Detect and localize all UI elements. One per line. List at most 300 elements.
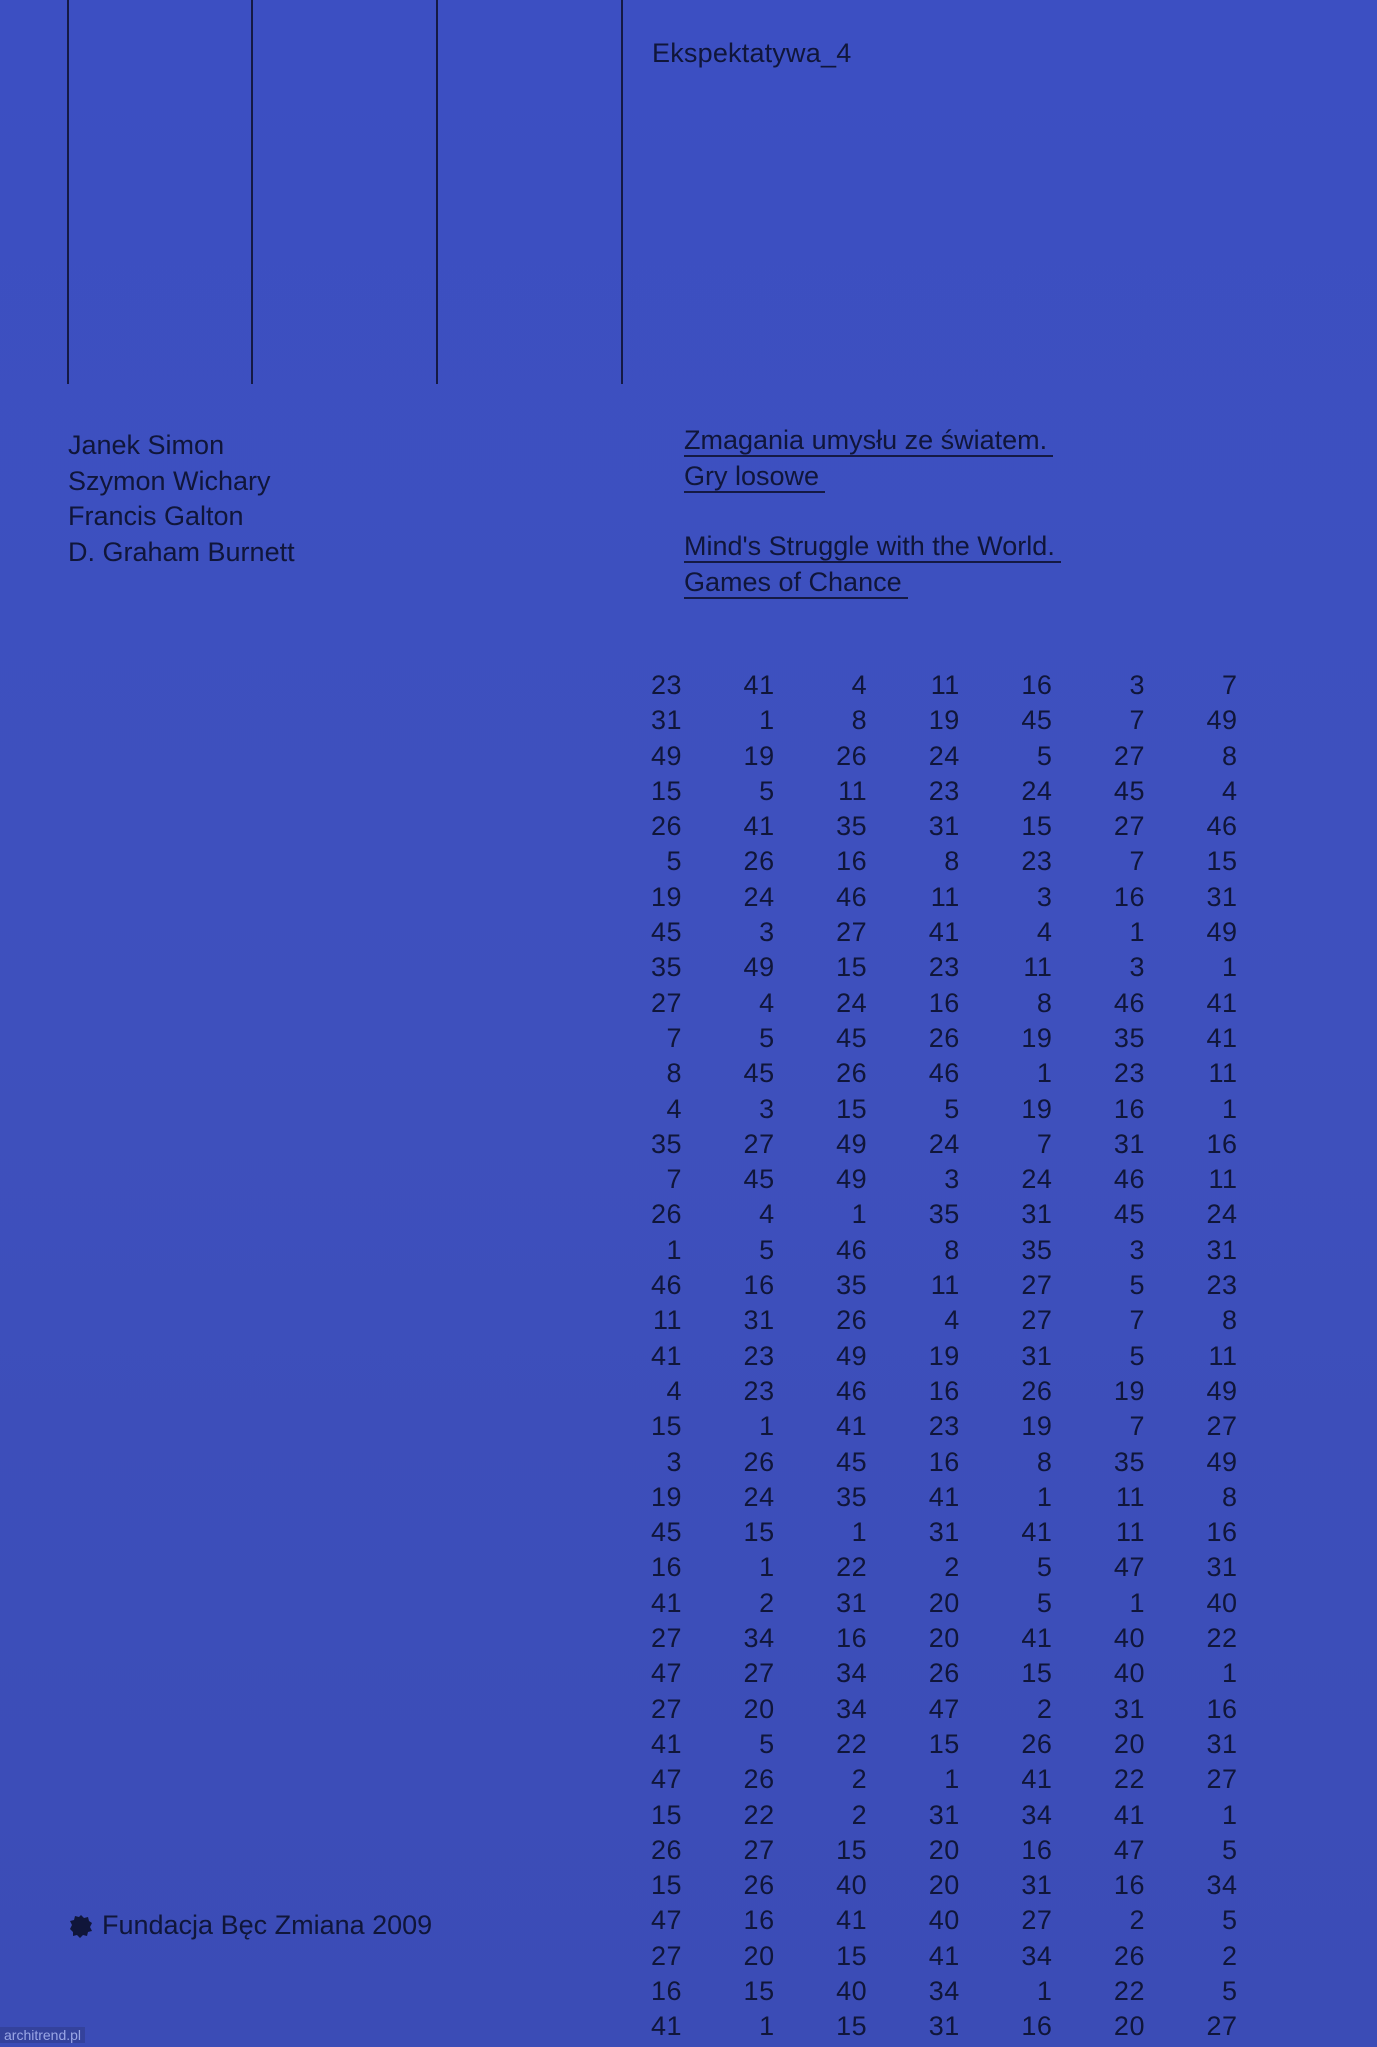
number-cell: 31: [1113, 1128, 1145, 1159]
number-cell: 24: [928, 1128, 960, 1159]
number-cell: 26: [836, 1058, 868, 1089]
number-row: [640, 1692, 1258, 1727]
number-row: [640, 915, 1258, 950]
number-cell: 1: [759, 2011, 775, 2042]
number-row: [640, 703, 1258, 738]
number-cell: 27: [1021, 1305, 1053, 1336]
number-cell: 23: [1021, 846, 1053, 877]
number-cell: 7: [666, 1022, 682, 1053]
number-cell: 15: [650, 1870, 682, 1901]
number-cell: 49: [1206, 1375, 1238, 1406]
number-cell: 23: [743, 1375, 775, 1406]
decorative-line: [67, 0, 69, 384]
number-row: [640, 1515, 1258, 1550]
number-cell: 2: [851, 1799, 868, 1830]
number-row: [640, 1656, 1258, 1691]
number-cell: 3: [1129, 952, 1145, 983]
number-row: [640, 1409, 1258, 1444]
number-row: [640, 1550, 1258, 1585]
number-row: [640, 950, 1258, 985]
number-cell: 26: [1021, 1728, 1053, 1759]
number-row: [640, 1233, 1258, 1268]
number-cell: 26: [743, 1870, 775, 1901]
number-row: [640, 1374, 1258, 1409]
number-cell: 11: [652, 1305, 682, 1336]
number-cell: 31: [1206, 1552, 1238, 1583]
number-cell: 3: [1129, 670, 1145, 700]
number-cell: 16: [928, 987, 960, 1018]
number-cell: 35: [650, 1128, 682, 1159]
number-cell: 31: [1021, 1340, 1053, 1371]
number-cell: 3: [666, 1446, 682, 1477]
number-cell: 19: [928, 705, 960, 736]
number-cell: 5: [1222, 1834, 1238, 1865]
random-number-table: [640, 668, 1258, 2045]
number-cell: 24: [1206, 1199, 1238, 1230]
number-cell: 1: [759, 705, 775, 736]
number-cell: 34: [836, 1658, 868, 1689]
number-cell: 46: [1206, 811, 1238, 842]
number-cell: 40: [1206, 1587, 1238, 1618]
number-cell: 1: [851, 1517, 868, 1548]
number-row: [640, 1197, 1258, 1232]
number-cell: 7: [1129, 1305, 1145, 1336]
number-cell: 46: [928, 1058, 960, 1089]
number-cell: 45: [650, 917, 682, 948]
decorative-line: [621, 0, 623, 384]
number-cell: 24: [743, 881, 775, 912]
number-cell: 20: [1113, 1728, 1145, 1759]
number-cell: 16: [836, 846, 868, 877]
number-cell: 45: [836, 1446, 868, 1477]
number-cell: 22: [836, 1728, 868, 1759]
number-cell: 27: [1113, 811, 1145, 842]
number-cell: 40: [928, 1905, 960, 1936]
number-cell: 7: [1129, 1411, 1145, 1442]
number-cell: 3: [944, 1164, 960, 1195]
number-cell: 4: [851, 670, 868, 700]
decorative-line: [251, 0, 253, 384]
title-line: Mind's Struggle with the World.: [684, 528, 1061, 564]
number-cell: 15: [928, 1728, 960, 1759]
publisher-logo-icon: [68, 1913, 94, 1939]
number-cell: 31: [1206, 1728, 1238, 1759]
number-cell: 4: [1222, 775, 1238, 806]
number-cell: 16: [1113, 1093, 1145, 1124]
number-cell: 45: [743, 1164, 775, 1195]
number-cell: 35: [1113, 1446, 1145, 1477]
number-cell: 11: [1208, 1340, 1238, 1371]
number-cell: 41: [928, 1940, 960, 1971]
number-cell: 41: [1206, 1022, 1238, 1053]
number-cell: 45: [836, 1022, 868, 1053]
number-cell: 15: [836, 952, 868, 983]
number-cell: 24: [928, 740, 960, 771]
number-cell: 3: [759, 1093, 775, 1124]
number-cell: 15: [650, 775, 682, 806]
number-cell: 4: [666, 1375, 682, 1406]
number-cell: 41: [743, 670, 775, 700]
number-cell: 16: [1021, 670, 1053, 700]
number-cell: 2: [1222, 1940, 1238, 1971]
number-cell: 1: [1129, 1587, 1145, 1618]
number-cell: 1: [759, 1411, 775, 1442]
number-cell: 22: [743, 1799, 775, 1830]
number-cell: 8: [1222, 740, 1238, 771]
number-cell: 27: [1206, 2011, 1238, 2042]
number-cell: 7: [1129, 705, 1145, 736]
number-cell: 23: [928, 1411, 960, 1442]
number-cell: 16: [836, 1623, 868, 1654]
number-cell: 41: [743, 811, 775, 842]
number-cell: 8: [851, 705, 868, 736]
number-row: [640, 774, 1258, 809]
number-cell: 31: [1206, 881, 1238, 912]
number-cell: 26: [928, 1658, 960, 1689]
number-cell: 1: [1222, 1799, 1238, 1830]
number-cell: 31: [650, 705, 682, 736]
number-row: [640, 1021, 1258, 1056]
number-cell: 26: [743, 846, 775, 877]
number-cell: 27: [1021, 1270, 1053, 1301]
number-cell: 11: [1115, 1481, 1145, 1512]
number-cell: 31: [1021, 1199, 1053, 1230]
number-cell: 45: [650, 1517, 682, 1548]
number-cell: 16: [743, 1270, 775, 1301]
number-cell: 4: [759, 1199, 775, 1230]
number-cell: 8: [1036, 987, 1053, 1018]
number-cell: 27: [1021, 1905, 1053, 1936]
number-cell: 5: [759, 1234, 775, 1265]
number-cell: 41: [650, 1587, 682, 1618]
number-cell: 31: [836, 1587, 868, 1618]
number-cell: 11: [1115, 1517, 1145, 1548]
number-cell: 15: [650, 1411, 682, 1442]
number-cell: 1: [944, 1764, 960, 1795]
title-line: Gry losowe: [684, 458, 1061, 494]
number-cell: 4: [759, 987, 775, 1018]
number-cell: 34: [1206, 1870, 1238, 1901]
number-cell: 19: [743, 740, 775, 771]
number-cell: 40: [836, 1870, 868, 1901]
number-cell: 35: [1021, 1234, 1053, 1265]
number-cell: 19: [928, 1340, 960, 1371]
number-cell: 26: [650, 1199, 682, 1230]
number-row: [640, 668, 1258, 703]
number-cell: 41: [928, 1481, 960, 1512]
number-cell: 5: [1129, 1340, 1145, 1371]
number-cell: 16: [928, 1446, 960, 1477]
number-cell: 41: [928, 917, 960, 948]
author-list: [68, 428, 295, 570]
number-cell: 40: [1113, 1623, 1145, 1654]
number-cell: 41: [1206, 987, 1238, 1018]
number-cell: 22: [836, 1552, 868, 1583]
number-cell: 15: [743, 1975, 775, 2006]
number-cell: 2: [851, 1764, 868, 1795]
number-cell: 26: [836, 1305, 868, 1336]
number-cell: 1: [759, 1552, 775, 1583]
number-row: [640, 1727, 1258, 1762]
number-cell: 46: [1113, 987, 1145, 1018]
number-row: [640, 1621, 1258, 1656]
number-cell: 11: [930, 881, 960, 912]
number-cell: 11: [930, 670, 960, 700]
number-cell: 26: [650, 811, 682, 842]
number-cell: 24: [1021, 775, 1053, 806]
number-cell: 8: [666, 1058, 682, 1089]
number-row: [640, 1056, 1258, 1091]
number-cell: 20: [1113, 2011, 1145, 2042]
number-cell: 31: [928, 2011, 960, 2042]
number-row: [640, 1303, 1258, 1338]
number-row: [640, 1268, 1258, 1303]
number-cell: 3: [1129, 1234, 1145, 1265]
number-cell: 22: [1113, 1764, 1145, 1795]
number-cell: 27: [743, 1834, 775, 1865]
number-cell: 8: [944, 1234, 960, 1265]
number-cell: 41: [1021, 1764, 1053, 1795]
number-cell: 15: [836, 2011, 868, 2042]
number-cell: 1: [1222, 1093, 1238, 1124]
number-cell: 34: [928, 1975, 960, 2006]
number-cell: 47: [1113, 1834, 1145, 1865]
number-cell: 1: [1036, 1481, 1053, 1512]
number-cell: 2: [944, 1552, 960, 1583]
number-cell: 26: [743, 1764, 775, 1795]
number-cell: 2: [759, 1587, 775, 1618]
number-cell: 15: [743, 1517, 775, 1548]
series-label: Ekspektatywa_4: [652, 38, 852, 68]
number-cell: 5: [1036, 1587, 1053, 1618]
number-cell: 49: [1206, 917, 1238, 948]
number-cell: 49: [836, 1128, 868, 1159]
watermark: architrend.pl: [0, 2027, 85, 2043]
number-cell: 40: [836, 1975, 868, 2006]
number-cell: 49: [836, 1340, 868, 1371]
number-cell: 24: [743, 1481, 775, 1512]
number-cell: 15: [1021, 1658, 1053, 1689]
number-cell: 11: [1208, 1164, 1238, 1195]
title-line: Games of Chance: [684, 564, 1061, 600]
number-cell: 47: [650, 1658, 682, 1689]
title-line: Zmagania umysłu ze światem.: [684, 422, 1061, 458]
number-cell: 7: [1222, 670, 1238, 700]
number-cell: 15: [836, 1940, 868, 1971]
title-english: [684, 528, 1061, 600]
number-cell: 16: [650, 1975, 682, 2006]
number-cell: 49: [743, 952, 775, 983]
number-cell: 34: [743, 1623, 775, 1654]
number-cell: 26: [650, 1834, 682, 1865]
publisher-credit: [68, 1910, 432, 1941]
number-cell: 26: [743, 1446, 775, 1477]
number-cell: 35: [928, 1199, 960, 1230]
number-cell: 27: [650, 1693, 682, 1724]
number-cell: 35: [836, 1481, 868, 1512]
number-cell: 1: [1036, 1975, 1053, 2006]
number-cell: 27: [650, 1623, 682, 1654]
number-cell: 5: [1222, 1975, 1238, 2006]
number-cell: 15: [1206, 846, 1238, 877]
number-cell: 11: [838, 775, 868, 806]
number-cell: 47: [1113, 1552, 1145, 1583]
number-cell: 31: [928, 811, 960, 842]
number-cell: 31: [928, 1799, 960, 1830]
number-cell: 40: [1113, 1658, 1145, 1689]
author-name: Francis Galton: [68, 501, 244, 531]
number-cell: 49: [1206, 705, 1238, 736]
number-cell: 49: [650, 740, 682, 771]
number-cell: 23: [1206, 1270, 1238, 1301]
number-cell: 16: [1113, 1870, 1145, 1901]
number-cell: 11: [1208, 1058, 1238, 1089]
number-row: [640, 1798, 1258, 1833]
number-cell: 34: [1021, 1799, 1053, 1830]
number-cell: 31: [1113, 1693, 1145, 1724]
number-row: [640, 1762, 1258, 1797]
number-cell: 2: [1036, 1693, 1053, 1724]
number-row: [640, 1974, 1258, 2009]
number-cell: 22: [1206, 1623, 1238, 1654]
number-cell: 35: [1113, 1022, 1145, 1053]
number-cell: 20: [928, 1834, 960, 1865]
publisher-name: Fundacja Bęc Zmiana 2009: [102, 1910, 433, 1940]
number-cell: 23: [928, 775, 960, 806]
number-cell: 5: [759, 775, 775, 806]
number-row: [640, 1833, 1258, 1868]
number-cell: 46: [836, 881, 868, 912]
number-cell: 1: [851, 1199, 868, 1230]
number-cell: 27: [650, 987, 682, 1018]
number-cell: 26: [836, 740, 868, 771]
number-cell: 5: [1222, 1905, 1238, 1936]
number-cell: 41: [1021, 1517, 1053, 1548]
number-cell: 41: [836, 1905, 868, 1936]
book-titles: [684, 422, 1061, 634]
number-cell: 19: [650, 1481, 682, 1512]
number-cell: 5: [1036, 1552, 1053, 1583]
number-row: [640, 1092, 1258, 1127]
number-cell: 8: [944, 846, 960, 877]
number-cell: 35: [836, 1270, 868, 1301]
number-cell: 5: [1036, 740, 1053, 771]
number-cell: 16: [650, 1552, 682, 1583]
number-cell: 41: [1021, 1623, 1053, 1654]
number-row: [640, 2009, 1258, 2044]
number-cell: 19: [1021, 1411, 1053, 1442]
number-cell: 16: [1206, 1693, 1238, 1724]
number-cell: 27: [743, 1128, 775, 1159]
number-cell: 27: [650, 1940, 682, 1971]
number-cell: 46: [836, 1234, 868, 1265]
number-cell: 5: [759, 1728, 775, 1759]
number-cell: 41: [836, 1411, 868, 1442]
number-cell: 16: [1021, 1834, 1053, 1865]
number-cell: 11: [930, 1270, 960, 1301]
number-cell: 27: [1113, 740, 1145, 771]
number-cell: 31: [1206, 1234, 1238, 1265]
number-row: [640, 1480, 1258, 1515]
number-row: [640, 1868, 1258, 1903]
number-cell: 23: [1113, 1058, 1145, 1089]
number-cell: 27: [743, 1658, 775, 1689]
number-cell: 20: [743, 1940, 775, 1971]
number-cell: 46: [650, 1270, 682, 1301]
number-cell: 26: [1113, 1940, 1145, 1971]
number-cell: 20: [928, 1870, 960, 1901]
number-cell: 27: [1206, 1411, 1238, 1442]
number-cell: 11: [1023, 952, 1053, 983]
number-cell: 19: [1021, 1093, 1053, 1124]
number-cell: 31: [928, 1517, 960, 1548]
number-cell: 15: [1021, 811, 1053, 842]
number-cell: 23: [928, 952, 960, 983]
number-cell: 7: [1129, 846, 1145, 877]
number-cell: 5: [759, 1022, 775, 1053]
decorative-line: [436, 0, 438, 384]
author-name: Szymon Wichary: [68, 465, 271, 496]
number-cell: 45: [1021, 705, 1053, 736]
number-cell: 46: [836, 1375, 868, 1406]
number-cell: 15: [836, 1093, 868, 1124]
number-cell: 49: [1206, 1446, 1238, 1477]
number-cell: 31: [1021, 1870, 1053, 1901]
number-cell: 20: [743, 1693, 775, 1724]
number-row: [640, 1939, 1258, 1974]
number-cell: 1: [1129, 917, 1145, 948]
number-cell: 49: [836, 1164, 868, 1195]
number-row: [640, 1586, 1258, 1621]
number-cell: 41: [1113, 1799, 1145, 1830]
number-row: [640, 844, 1258, 879]
number-cell: 26: [1021, 1375, 1053, 1406]
number-cell: 46: [1113, 1164, 1145, 1195]
number-cell: 5: [1129, 1270, 1145, 1301]
number-cell: 22: [1113, 1975, 1145, 2006]
number-cell: 19: [1021, 1022, 1053, 1053]
number-cell: 41: [650, 1728, 682, 1759]
number-cell: 19: [1113, 1375, 1145, 1406]
number-cell: 35: [650, 952, 682, 983]
number-cell: 45: [743, 1058, 775, 1089]
number-row: [640, 1445, 1258, 1480]
number-cell: 5: [944, 1093, 960, 1124]
number-cell: 31: [743, 1305, 775, 1336]
number-cell: 1: [1036, 1058, 1053, 1089]
number-cell: 23: [743, 1340, 775, 1371]
number-cell: 3: [1036, 881, 1053, 912]
number-row: [640, 880, 1258, 915]
number-row: [640, 986, 1258, 1021]
number-cell: 47: [650, 1764, 682, 1795]
number-cell: 16: [743, 1905, 775, 1936]
number-cell: 16: [1113, 881, 1145, 912]
number-cell: 35: [836, 811, 868, 842]
author-name: Janek Simon: [68, 430, 225, 460]
number-cell: 41: [650, 2011, 682, 2042]
number-cell: 20: [928, 1623, 960, 1654]
number-cell: 2: [1129, 1905, 1145, 1936]
number-cell: 8: [1222, 1481, 1238, 1512]
number-cell: 16: [1206, 1517, 1238, 1548]
number-cell: 7: [1036, 1128, 1053, 1159]
number-cell: 19: [650, 881, 682, 912]
number-cell: 47: [928, 1693, 960, 1724]
number-row: [640, 739, 1258, 774]
number-cell: 1: [1222, 952, 1238, 983]
number-cell: 27: [836, 917, 868, 948]
